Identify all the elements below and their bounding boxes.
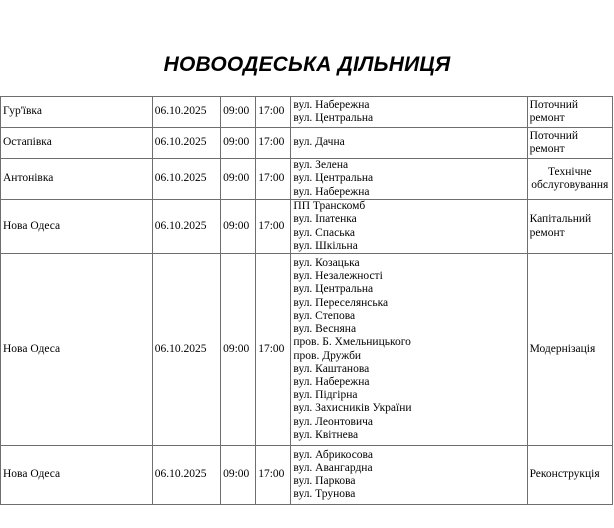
street-name: вул. Переселянська xyxy=(293,296,389,309)
work-type-cell: Реконструкція xyxy=(527,446,612,505)
table-row xyxy=(1,200,613,254)
street-name: вул. Зелена xyxy=(293,159,349,172)
street-name: вул. Паркова xyxy=(293,475,356,487)
street-name: вул. Каштанова xyxy=(293,362,370,375)
start-time-cell: 09:00 xyxy=(221,446,256,505)
street-name: вул. Весняна xyxy=(293,323,357,336)
streets-cell xyxy=(291,128,527,159)
start-time-cell: 09:00 xyxy=(221,254,256,446)
village-cell: Остапівка xyxy=(1,128,153,159)
start-time-cell: 09:00 xyxy=(221,159,256,200)
table-row xyxy=(1,159,613,200)
street-name: вул. Підгірна xyxy=(293,389,358,402)
village-cell: Нова Одеса xyxy=(1,446,153,505)
date-cell: 06.10.2025 xyxy=(152,159,220,200)
street-name: вул. Набережна xyxy=(293,185,370,198)
street-name: вул. Іпатенка xyxy=(293,213,357,226)
village-cell: Гур'ївка xyxy=(1,97,153,128)
street-name: пров. Дружби xyxy=(293,349,362,362)
end-time-cell: 17:00 xyxy=(256,97,291,128)
work-type-cell: Капітальний ремонт xyxy=(527,200,612,254)
village-cell: Нова Одеса xyxy=(1,254,153,446)
street-name: пров. Б. Хмельницького xyxy=(293,336,411,349)
street-name: вул. Абрикосова xyxy=(293,448,373,461)
table-row xyxy=(1,97,613,128)
street-name: вул. Трунова xyxy=(293,488,356,501)
date-cell: 06.10.2025 xyxy=(152,254,220,446)
start-time-cell: 09:00 xyxy=(221,200,256,254)
streets-cell xyxy=(291,200,527,254)
outage-schedule-table xyxy=(0,96,613,505)
date-cell: 06.10.2025 xyxy=(152,200,220,254)
street-name: вул. Квітнева xyxy=(293,428,359,441)
end-time-cell: 17:00 xyxy=(256,159,291,200)
street-name: ПП Транскомб xyxy=(293,200,366,213)
date-cell: 06.10.2025 xyxy=(152,446,220,505)
street-name: вул. Авангардна xyxy=(293,461,373,474)
street-name: вул. Набережна xyxy=(293,375,370,388)
date-cell: 06.10.2025 xyxy=(152,97,220,128)
street-name: вул. Козацька xyxy=(293,257,360,270)
streets-cell xyxy=(291,446,527,505)
work-type-cell: Технічне обслуговування xyxy=(527,159,612,200)
street-name: вул. Захисників України xyxy=(293,402,412,415)
table-row xyxy=(1,254,613,446)
streets-cell xyxy=(291,97,527,128)
work-type-cell: Поточний ремонт xyxy=(527,128,612,159)
schedule-body xyxy=(1,97,613,505)
end-time-cell: 17:00 xyxy=(256,254,291,446)
start-time-cell: 09:00 xyxy=(221,128,256,159)
end-time-cell: 17:00 xyxy=(256,446,291,505)
end-time-cell: 17:00 xyxy=(256,128,291,159)
village-cell: Нова Одеса xyxy=(1,200,153,254)
street-name: вул. Центральна xyxy=(293,283,374,296)
streets-cell xyxy=(291,254,527,446)
page-title: НОВООДЕСЬКА ДІЛЬНИЦЯ xyxy=(163,53,451,76)
street-name: вул. Дачна xyxy=(293,136,345,149)
street-name: вул. Степова xyxy=(293,309,356,322)
start-time-cell: 09:00 xyxy=(221,97,256,128)
street-name: вул. Центральна xyxy=(293,172,374,185)
street-name: вул. Спаська xyxy=(293,226,355,239)
street-name: вул. Центральна xyxy=(293,112,374,124)
date-cell: 06.10.2025 xyxy=(152,128,220,159)
street-name: вул. Набережна xyxy=(293,98,370,111)
street-name: вул. Леонтовича xyxy=(293,415,374,428)
street-name: вул. Шкільна xyxy=(293,239,358,252)
streets-cell xyxy=(291,159,527,200)
street-name: вул. Незалежності xyxy=(293,270,383,283)
end-time-cell: 17:00 xyxy=(256,200,291,254)
village-cell: Антонівка xyxy=(1,159,153,200)
table-row xyxy=(1,446,613,505)
work-type-cell: Модернізація xyxy=(527,254,612,446)
work-type-cell: Поточний ремонт xyxy=(527,97,612,128)
table-row xyxy=(1,128,613,159)
